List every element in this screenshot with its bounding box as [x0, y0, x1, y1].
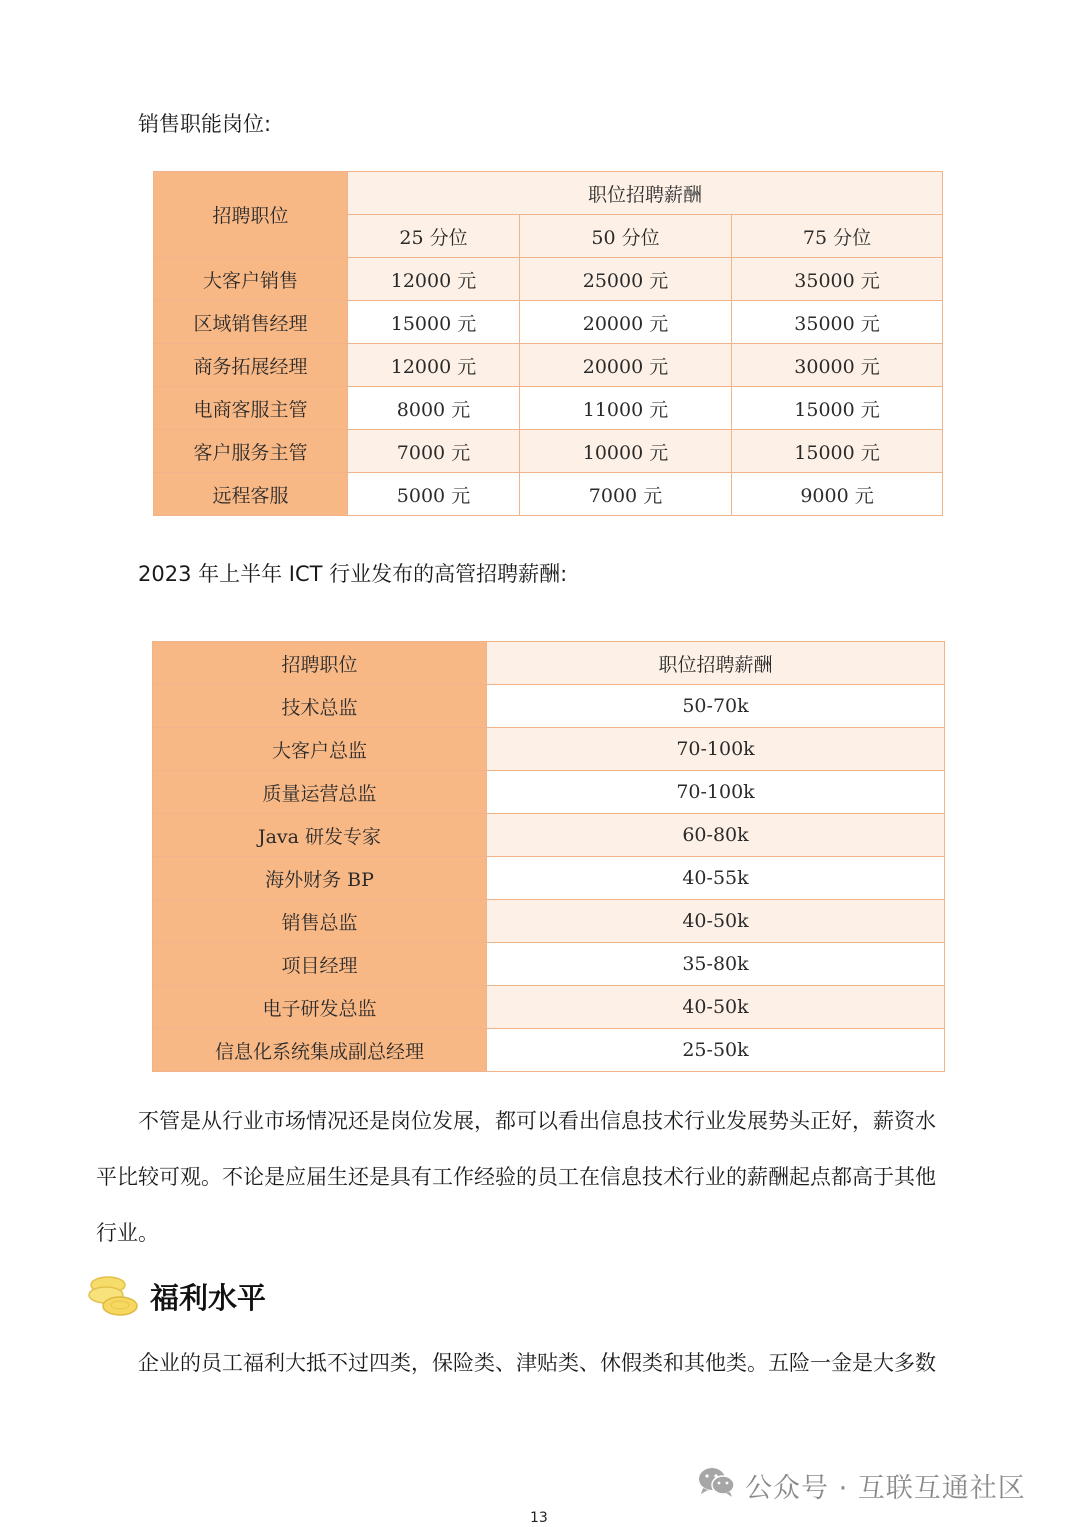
salary-cell: 25-50k — [487, 1029, 945, 1072]
table-row — [154, 473, 943, 516]
salary-cell: 20000 元 — [520, 344, 732, 387]
table-row — [154, 430, 943, 473]
salary-cell: 70-100k — [487, 728, 945, 771]
role-cell: 大客户销售 — [154, 258, 348, 301]
table-row — [154, 344, 943, 387]
table-row — [154, 387, 943, 430]
table-row — [154, 258, 943, 301]
salary-cell: 12000 元 — [348, 258, 520, 301]
salary-cell: 60-80k — [487, 814, 945, 857]
salary-cell: 70-100k — [487, 771, 945, 814]
role-cell: 信息化系统集成副总经理 — [153, 1029, 487, 1072]
salary-cell: 35000 元 — [732, 301, 943, 344]
role-cell: 电商客服主管 — [154, 387, 348, 430]
table-row — [153, 1029, 945, 1072]
salary-cell: 40-50k — [487, 986, 945, 1029]
table-row — [154, 301, 943, 344]
table-row — [153, 771, 945, 814]
salary-cell: 7000 元 — [520, 473, 732, 516]
coins-icon — [88, 1274, 140, 1320]
table-row — [153, 685, 945, 728]
salary-cell: 9000 元 — [732, 473, 943, 516]
salary-cell: 11000 元 — [520, 387, 732, 430]
table-row — [153, 728, 945, 771]
salary-cell: 5000 元 — [348, 473, 520, 516]
exec-col-header: 职位招聘薪酬 — [487, 642, 945, 685]
table-row — [153, 814, 945, 857]
salary-cell: 8000 元 — [348, 387, 520, 430]
role-cell: 电子研发总监 — [153, 986, 487, 1029]
role-cell: 销售总监 — [153, 900, 487, 943]
paragraph-line: 平比较可观。不论是应届生还是具有工作经验的员工在信息技术行业的薪酬起点都高于其他 — [96, 1165, 936, 1189]
sales-col-header: 50 分位 — [520, 215, 732, 258]
salary-cell: 40-50k — [487, 900, 945, 943]
role-cell: 项目经理 — [153, 943, 487, 986]
salary-cell: 15000 元 — [732, 430, 943, 473]
paragraph-line: 行业。 — [96, 1221, 159, 1245]
salary-cell: 35000 元 — [732, 258, 943, 301]
exec-col-header: 招聘职位 — [153, 642, 487, 685]
page-number: 13 — [530, 1510, 548, 1526]
paragraph-line: 不管是从行业市场情况还是岗位发展，都可以看出信息技术行业发展势头正好，薪资水 — [138, 1109, 936, 1133]
role-cell: 远程客服 — [154, 473, 348, 516]
sales-corner-label: 招聘职位 — [154, 172, 348, 258]
sales-col-header: 25 分位 — [348, 215, 520, 258]
table-row — [153, 857, 945, 900]
wechat-icon — [697, 1465, 737, 1499]
salary-cell: 10000 元 — [520, 430, 732, 473]
salary-cell: 15000 元 — [732, 387, 943, 430]
role-cell: 海外财务 BP — [153, 857, 487, 900]
sales-heading: 销售职能岗位: — [138, 112, 272, 136]
benefit-text: 企业的员工福利大抵不过四类，保险类、津贴类、休假类和其他类。五险一金是大多数 — [138, 1351, 936, 1375]
salary-cell: 15000 元 — [348, 301, 520, 344]
watermark-text: 公众号 · 互联互通社区 — [745, 1473, 1026, 1504]
salary-cell: 7000 元 — [348, 430, 520, 473]
role-cell: Java 研发专家 — [153, 814, 487, 857]
exec-heading: 2023 年上半年 ICT 行业发布的高管招聘薪酬: — [138, 562, 568, 586]
role-cell: 区域销售经理 — [154, 301, 348, 344]
role-cell: 商务拓展经理 — [154, 344, 348, 387]
table-row — [153, 900, 945, 943]
salary-cell: 12000 元 — [348, 344, 520, 387]
table-row — [153, 943, 945, 986]
salary-cell: 25000 元 — [520, 258, 732, 301]
salary-cell: 35-80k — [487, 943, 945, 986]
summary-paragraph — [96, 1093, 976, 1261]
salary-cell: 40-55k — [487, 857, 945, 900]
role-cell: 大客户总监 — [153, 728, 487, 771]
sales-salary-table — [153, 171, 943, 516]
role-cell: 质量运营总监 — [153, 771, 487, 814]
sales-col-header: 75 分位 — [732, 215, 943, 258]
role-cell: 技术总监 — [153, 685, 487, 728]
salary-cell: 30000 元 — [732, 344, 943, 387]
salary-cell: 50-70k — [487, 685, 945, 728]
exec-salary-table — [152, 641, 945, 1072]
role-cell: 客户服务主管 — [154, 430, 348, 473]
benefit-title: 福利水平 — [150, 1281, 267, 1315]
table-row — [153, 986, 945, 1029]
sales-group-header: 职位招聘薪酬 — [348, 172, 943, 215]
salary-cell: 20000 元 — [520, 301, 732, 344]
